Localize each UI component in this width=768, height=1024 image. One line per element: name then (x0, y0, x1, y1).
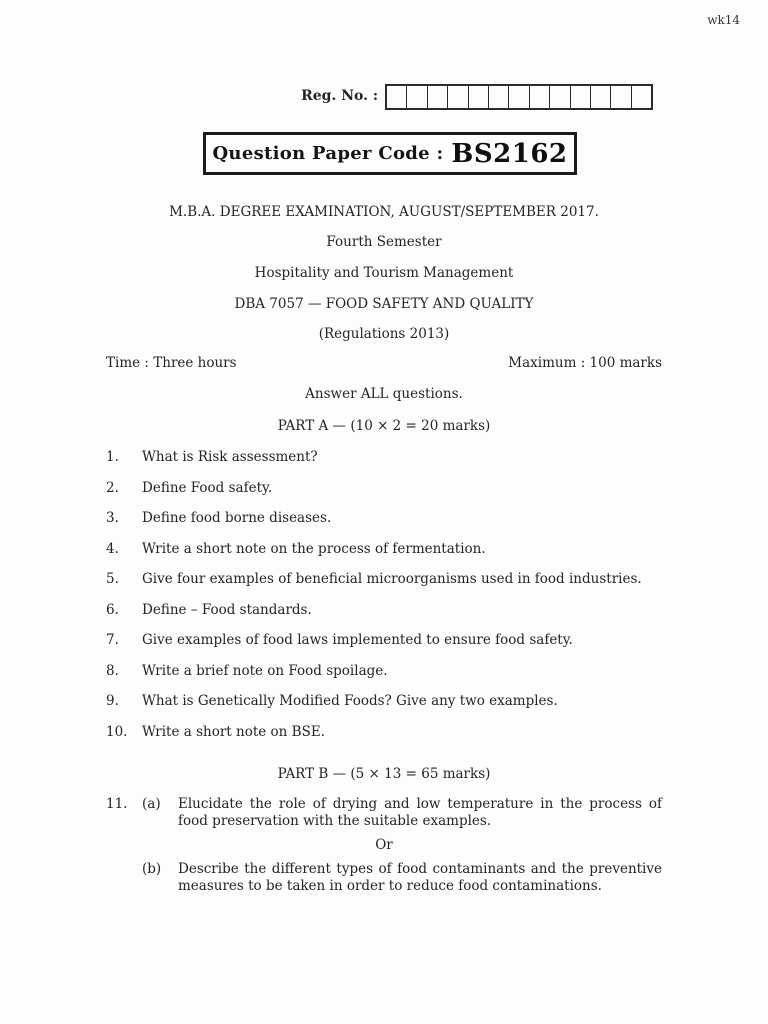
reg-no-cell (591, 86, 611, 108)
answer-instruction: Answer ALL questions. (305, 386, 463, 402)
question-row (106, 724, 662, 741)
option-b-label: (b) (142, 861, 162, 877)
question-row (106, 480, 662, 497)
question-number: 3. (106, 510, 119, 526)
question-number: 1. (106, 449, 119, 465)
reg-no-cell (407, 86, 427, 108)
part-b-question-11 (106, 796, 662, 895)
question-row-11a (106, 796, 662, 830)
course-line: DBA 7057 — FOOD SAFETY AND QUALITY (234, 296, 534, 312)
exam-title: M.B.A. DEGREE EXAMINATION, AUGUST/SEPTEMBER 2017. (169, 204, 599, 220)
part-b-title: PART B — (5 × 13 = 65 marks) (277, 766, 491, 782)
time-marks-row (106, 355, 662, 371)
option-a-label: (a) (142, 796, 161, 812)
time-label: Time : Three hours (106, 355, 237, 371)
question-row (106, 541, 662, 558)
question-text: Give examples of food laws implemented to ensure food safety. (142, 632, 573, 648)
question-row (106, 449, 662, 466)
reg-no-cell (571, 86, 591, 108)
question-number: 4. (106, 540, 119, 557)
question-number: 11. (106, 796, 128, 812)
reg-no-cell (611, 86, 631, 108)
department-line: Hospitality and Tourism Management (254, 265, 514, 281)
question-number: 5. (106, 571, 119, 587)
reg-no-cell (489, 86, 509, 108)
reg-no-cell (509, 86, 529, 108)
question-text: Write a short note on the process of fermentation. (142, 540, 486, 557)
max-marks-label: Maximum : 100 marks (508, 355, 662, 371)
reg-no-cell (550, 86, 570, 108)
question-text: Write a short note on BSE. (142, 723, 325, 740)
page-watermark: wk14 (707, 13, 740, 27)
part-a-title: PART A — (10 × 2 = 20 marks) (277, 418, 491, 434)
question-number: 2. (106, 479, 119, 496)
question-row-11b (106, 861, 662, 895)
option-a-text: Elucidate the role of drying and low temperature in the process of food preservation with the suitable examples. (178, 796, 662, 829)
question-text: Write a brief note on Food spoilage. (142, 662, 388, 679)
question-text: What is Risk assessment? (142, 449, 318, 465)
question-text: Define Food safety. (142, 479, 273, 496)
question-paper-code-label: Question Paper Code : (212, 143, 444, 164)
question-number: 7. (106, 632, 119, 648)
reg-no-cell (387, 86, 407, 108)
question-text: What is Genetically Modified Foods? Give any two examples. (142, 693, 558, 709)
question-number: 10. (106, 723, 128, 740)
question-text: Define food borne diseases. (142, 510, 332, 526)
question-text: Define – Food standards. (142, 601, 312, 618)
reg-no-boxes (385, 84, 653, 110)
question-number-spacer (106, 861, 142, 895)
reg-no-cell (469, 86, 489, 108)
question-number: 8. (106, 662, 119, 679)
question-row (106, 663, 662, 680)
reg-no-cell (448, 86, 468, 108)
regulations-line: (Regulations 2013) (318, 326, 450, 342)
question-row (106, 571, 662, 588)
question-text: Give four examples of beneficial microorganisms used in food industries. (142, 571, 642, 587)
part-a-question-list (106, 449, 662, 754)
reg-no-cell (530, 86, 550, 108)
semester-line: Fourth Semester (326, 234, 442, 250)
question-row (106, 602, 662, 619)
question-paper-code-box (203, 132, 577, 175)
option-b-text: Describe the different types of food contaminants and the preventive measures to be taken in order to reduce food contaminations. (178, 861, 662, 894)
or-separator: Or (375, 837, 393, 853)
question-paper-code-value: BS2162 (451, 138, 568, 169)
question-number: 6. (106, 601, 119, 618)
reg-no-cell (632, 86, 651, 108)
reg-no-cell (428, 86, 448, 108)
reg-no-label: Reg. No. : (301, 88, 378, 104)
question-number: 9. (106, 693, 119, 709)
question-row (106, 510, 662, 527)
question-row (106, 632, 662, 649)
question-row (106, 693, 662, 710)
